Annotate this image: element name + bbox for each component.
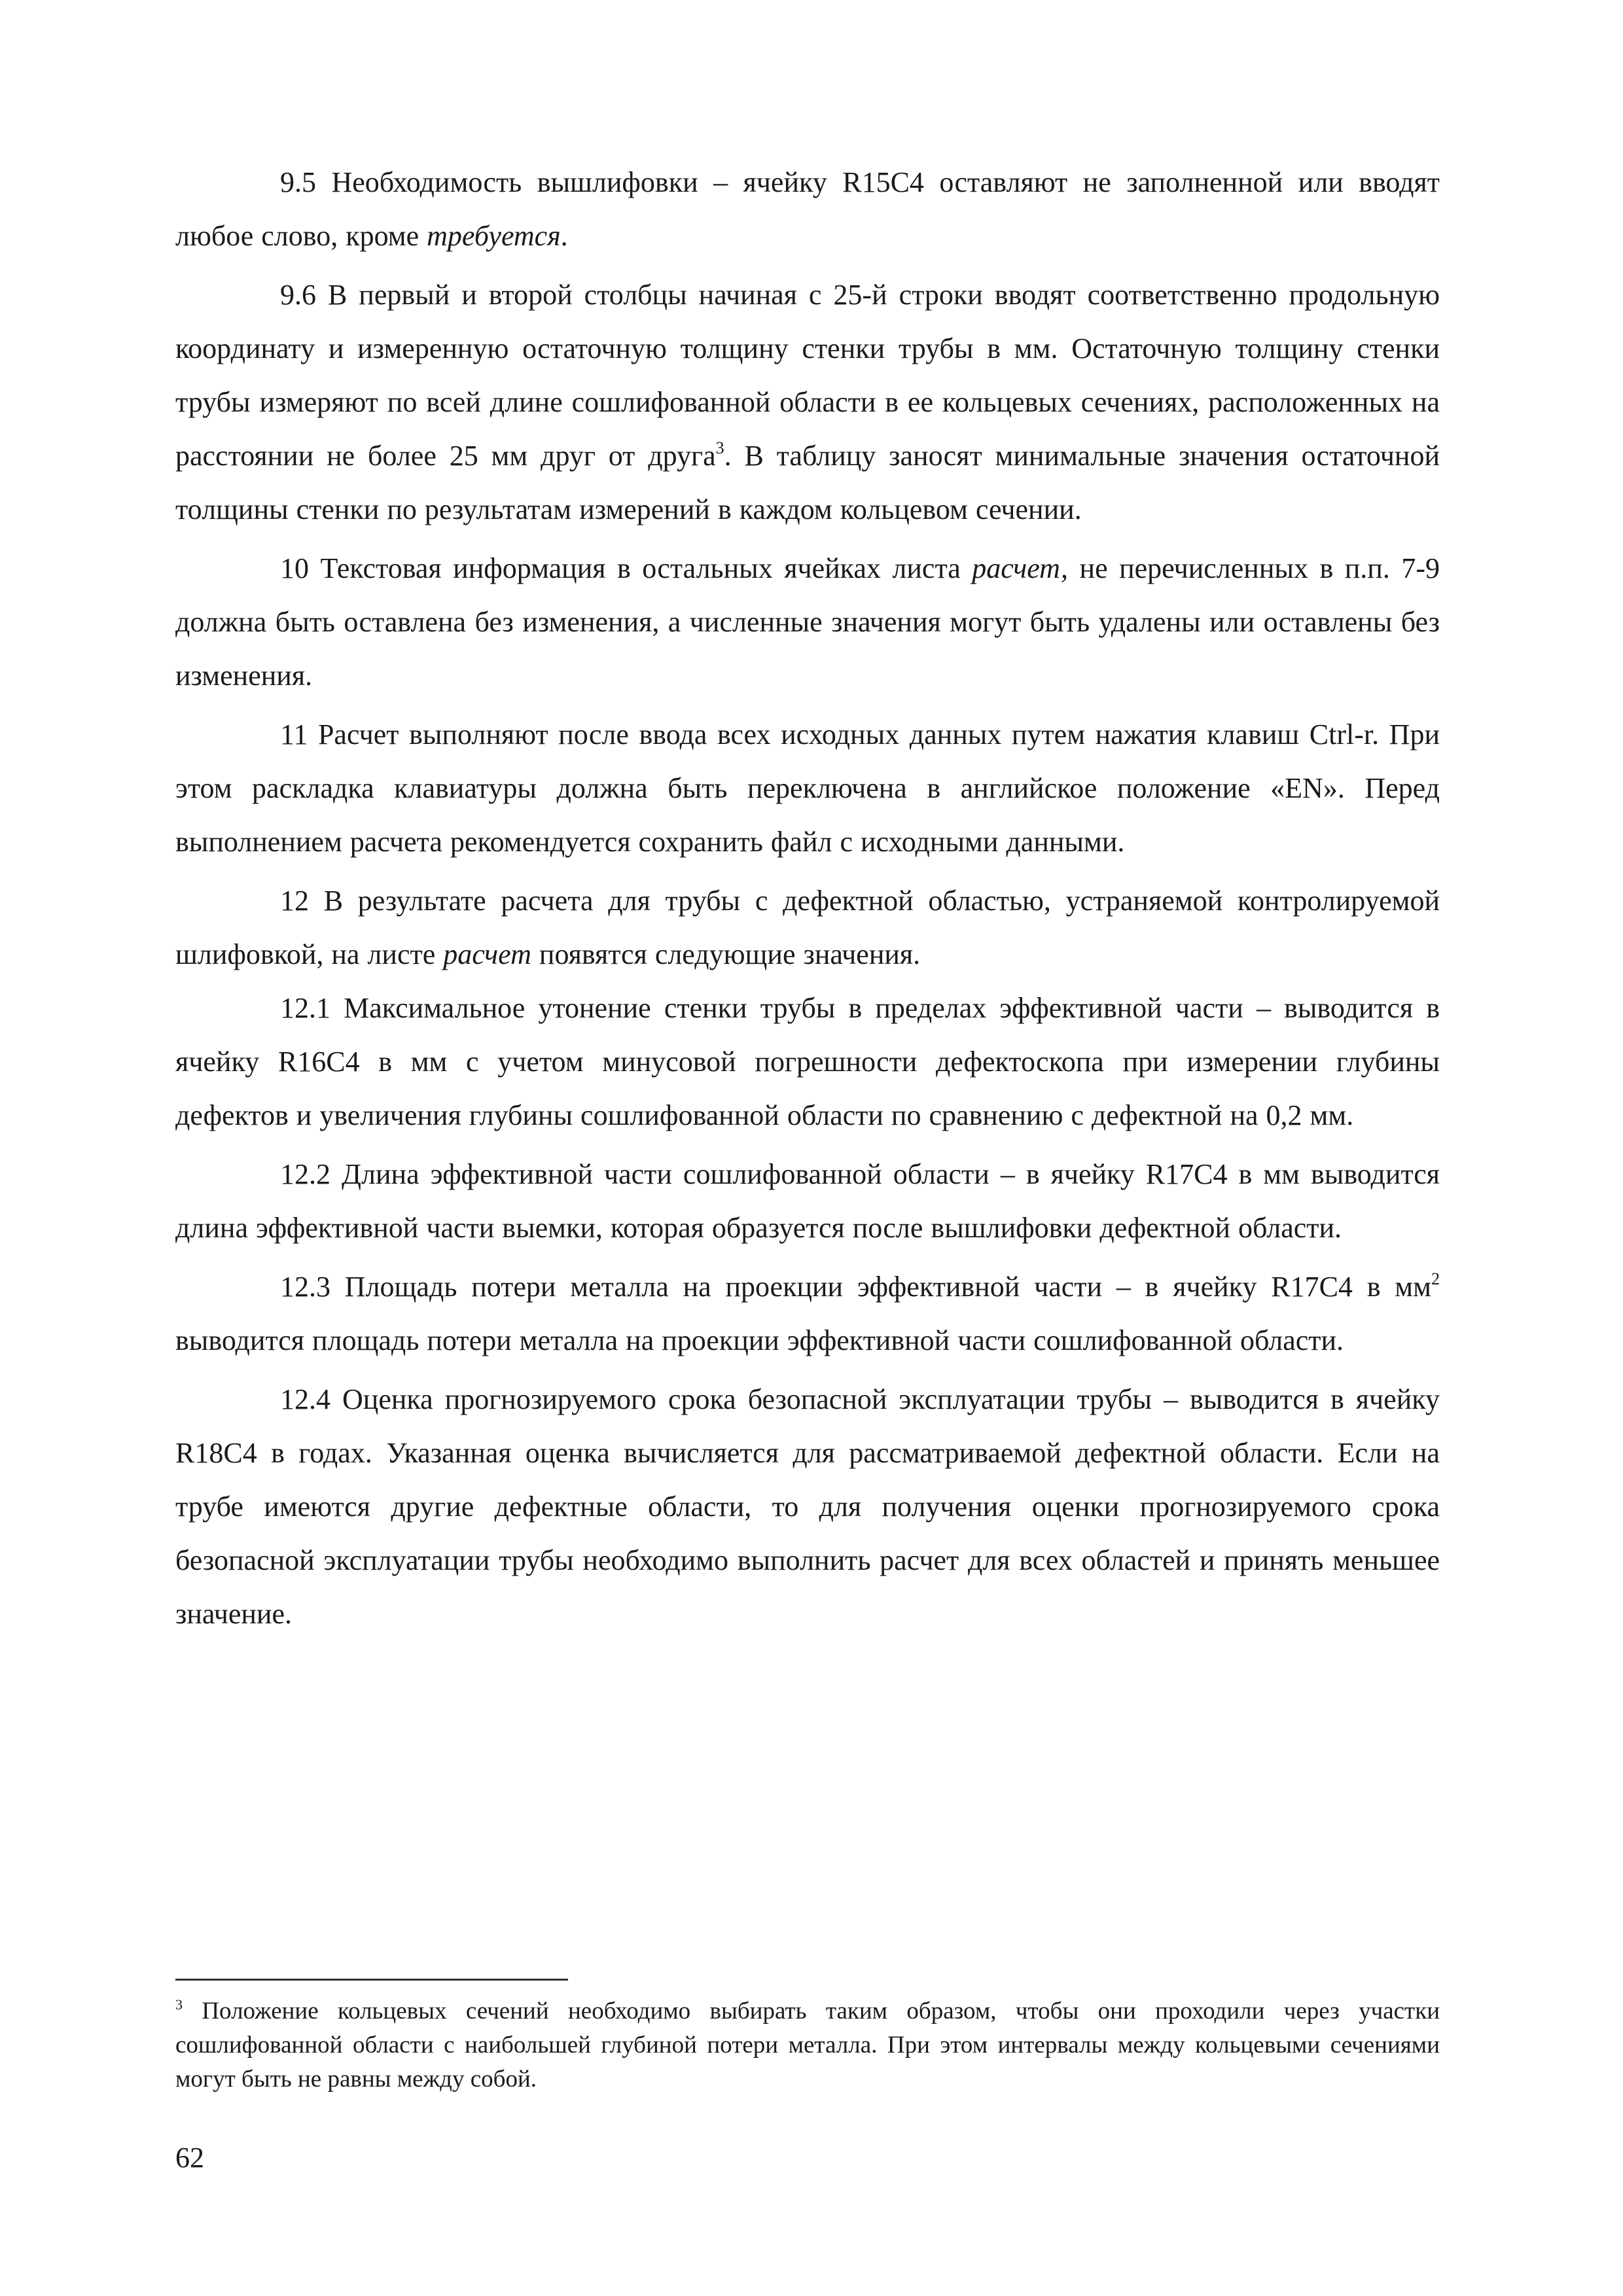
footnote (175, 1994, 1440, 2096)
superscript-unit: 2 (1431, 1269, 1440, 1288)
footnote-text: Положение кольцевых сечений необходимо выбирать таким образом, чтобы они проходили через участки сошлифованной области с наибольшей глубиной потери металла. При этом интервалы между кольцевыми сечениями могут быть не равны между собой. (175, 1998, 1440, 2093)
paragraph-text-tail: . В таблицу заносят минимальные значения остаточной толщины стенки по результатам измерений в каждом кольцевом сечении. (175, 440, 1440, 525)
paragraph-text: 10 Текстовая информация в остальных ячейках листа (280, 552, 972, 584)
paragraph-12-3 (175, 1260, 1440, 1368)
paragraph-12-2: 12.2 Длина эффективной части сошлифованной области – в ячейку R17C4 в мм выводится длина эффективной части выемки, которая образуется после вышлифовки дефектной области. (175, 1158, 1440, 1244)
paragraph-text: 9.6 В первый и второй столбцы начиная с 25-й строки вводят соответственно продольную координату и измеренную остаточную толщину стенки трубы в мм. Остаточную толщину стенки трубы измеряют по всей длине сошлифованной области в ее кольцевых сечениях, расположенных на расстоянии не более 25 мм друг от друга (175, 279, 1440, 472)
paragraph-text-tail: появятся следующие значения. (531, 938, 921, 970)
paragraph-12 (175, 874, 1440, 981)
page-body (175, 156, 1440, 2236)
footnote-reference: 3 (715, 438, 724, 457)
paragraph-12-1: 12.1 Максимальное утонение стенки трубы в пределах эффективной части – выводится в ячейку R16C4 в мм с учетом минусовой погрешности дефектоскопа при измерении глубины дефектов и увеличения глубины сошлифованной области по сравнению с дефектной на 0,2 мм. (175, 992, 1440, 1131)
page-number: 62 (175, 2142, 204, 2174)
footnote-divider (175, 1979, 568, 1981)
italic-term: расчет (443, 938, 531, 970)
footnote-marker: 3 (175, 1996, 183, 2013)
paragraph-text: 12 В результате расчета для трубы с дефектной областью, устраняемой контролируемой шлифовкой, на листе (175, 885, 1440, 970)
paragraph-text: 9.5 Необходимость вышлифовки – ячейку R15C4 оставляют не заполненной или вводят любое слово, кроме (175, 166, 1440, 252)
italic-term: расчет, (972, 552, 1069, 584)
paragraph-text-tail: . (560, 220, 568, 252)
paragraph-12-4: 12.4 Оценка прогнозируемого срока безопасной эксплуатации трубы – выводится в ячейку R18C4 в годах. Указанная оценка вычисляется для рассматриваемой дефектной области. Если на трубе имеются другие дефектные области, то для получения оценки прогнозируемого срока безопасной эксплуатации трубы необходимо выполнить расчет для всех областей и принять меньшее значение. (175, 1383, 1440, 1630)
paragraph-9-6 (175, 268, 1440, 537)
paragraph-text-tail: не перечисленных в п.п. 7-9 должна быть оставлена без изменения, а численные значения могут быть удалены или оставлены без изменения. (175, 552, 1440, 692)
paragraph-10 (175, 542, 1440, 703)
paragraph-9-5 (175, 156, 1440, 263)
paragraph-text: 12.3 Площадь потери металла на проекции эффективной части – в ячейку R17C4 в мм (280, 1271, 1431, 1303)
paragraph-text-tail: выводится площадь потери металла на проекции эффективной части сошлифованной области. (175, 1324, 1344, 1356)
paragraph-11: 11 Расчет выполняют после ввода всех исходных данных путем нажатия клавиш Ctrl-r. При этом раскладка клавиатуры должна быть переключена в английское положение «EN». Перед выполнением расчета рекомендуется сохранить файл с исходными данными. (175, 718, 1440, 858)
italic-term: требуется (427, 220, 561, 252)
